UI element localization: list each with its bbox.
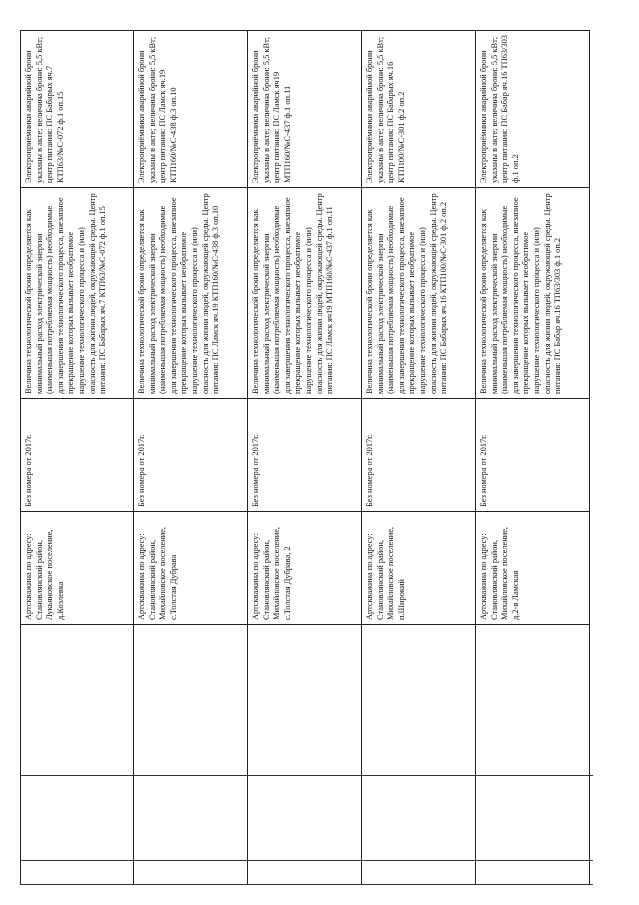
empty-cell	[248, 625, 361, 885]
technological-armor-cell: Величина технологической брони определяется как минимальный расход электрической энергии (наименьшая потребляемая мощность) необходимые для завершения технологического процесса, внезапное прекращение которых вызывает необратимое нарушение технологического процесса и (или) опасность для жизни людей, окружающей среды. Центр питания: ПС Ламск яч19 МТП160/№С-437 ф.1 оп.11	[248, 188, 361, 399]
emergency-armor-cell: Электроприёмники аварийной брони указаны в акте; величина брони: 5,5 кВт; центр питания: ПС Ламск яч.19 КТП160/№С-438 ф.3 оп.10	[134, 30, 247, 188]
emergency-armor-cell: Электроприёмники аварийной брони указаны в акте; величина брони: 5,5 кВт; центр питания: ПС Бабарых яч.16 КТП100/№С-301 ф.2 оп.2	[362, 30, 475, 188]
address-cell: Артскважина по адресу: Становлянский район, Михайловское поселение, д.2-я Ламская	[476, 512, 589, 625]
armor-table	[20, 30, 593, 885]
address-cell: Артскважина по адресу: Становлянский район, Лукьяновское поселение, д.Козлевка	[21, 512, 133, 625]
empty-cell	[362, 625, 475, 885]
table-row	[134, 30, 248, 885]
table-row	[362, 30, 476, 885]
divider-line	[20, 884, 593, 885]
table-row	[248, 30, 362, 885]
document-number-cell: Без номера от 2017г.	[248, 399, 361, 512]
divider-line	[20, 775, 593, 776]
technological-armor-cell: Величина технологической брони определяется как минимальный расход электрической энергии (наименьшая потребляемая мощность) необходимые для завершения технологического процесса, внезапное прекращение которых вызывает необратимое нарушение технологического процесса и (или) опасность для жизни людей, окружающей среды. Центр питания: ПС Ламск яч.19 КТП160/№С-438 ф.3 оп.10	[134, 188, 247, 399]
address-cell: Артскважина по адресу: Становлянский район, Михайловское поселение, с.Толстая Дубрава, 2	[248, 512, 361, 625]
technological-armor-cell: Величина технологической брони определяется как минимальный расход электрической энергии (наименьшая потребляемая мощность) необходимые для завершения технологического процесса, внезапное прекращение которых вызывает необратимое нарушение технологического процесса и (или) опасность для жизни людей, окружающей среды. Центр питания: ПС Бабарых яч.7 КТП63/№С-072 ф.1 оп.15	[21, 188, 133, 399]
address-cell: Артскважина по адресу: Становлянский район, Михайловское поселение, с.Толстая Дубрава	[134, 512, 247, 625]
rotated-table-frame	[20, 30, 593, 885]
document-number-cell: Без номера от 2017г.	[134, 399, 247, 512]
address-cell: Артскважина по адресу: Становлянский район, Михайловское поселение, п.Широкий	[362, 512, 475, 625]
emergency-armor-cell: Электроприёмники аварийной брони указаны в акте; величина брони: 5,5 кВт; центр питания: ПС Бабарых яч.7 КТП63/№С-072 ф.1 оп.15	[21, 30, 133, 188]
empty-cell	[21, 625, 133, 885]
emergency-armor-cell: Электроприёмники аварийной брони указаны в акте; величина брони: 5,5 кВт; центр питания: ПС Ламск яч19 МТП160/№С-437 ф.1 оп.11	[248, 30, 361, 188]
emergency-armor-cell: Электроприёмники аварийной брони указаны в акте; величина брони: 5,5 кВт; центр питания: ПС Бабар яч.16 ТП63/303 ф.1 оп.2	[476, 30, 589, 188]
empty-cell	[476, 625, 589, 885]
document-number-cell: Без номера от 2017г.	[362, 399, 475, 512]
document-number-cell: Без номера от 2017г.	[476, 399, 589, 512]
technological-armor-cell: Величина технологической брони определяется как минимальный расход электрической энергии (наименьшая потребляемая мощность) необходимые для завершения технологического процесса, внезапное прекращение которых вызывает необратимое нарушение технологического процесса и (или) опасность для жизни людей, окружающей среды. Центр питания: ПС Бабар яч.16 ТП63/303 ф.1 оп.2	[476, 188, 589, 399]
table-row	[476, 30, 590, 885]
document-number-cell: Без номера от 2017г.	[21, 399, 133, 512]
table-row	[20, 30, 134, 885]
divider-line	[20, 860, 593, 861]
technological-armor-cell: Величина технологической брони определяется как минимальный расход электрической энергии (наименьшая потребляемая мощность) необходимые для завершения технологического процесса, внезапное прекращение которых вызывает необратимое нарушение технологического процесса и (или) опасность для жизни людей, окружающей среды. Центр питания: ПС Бабарых яч.16 КТП100/№С-301 ф.2 оп.2	[362, 188, 475, 399]
empty-cell	[134, 625, 247, 885]
